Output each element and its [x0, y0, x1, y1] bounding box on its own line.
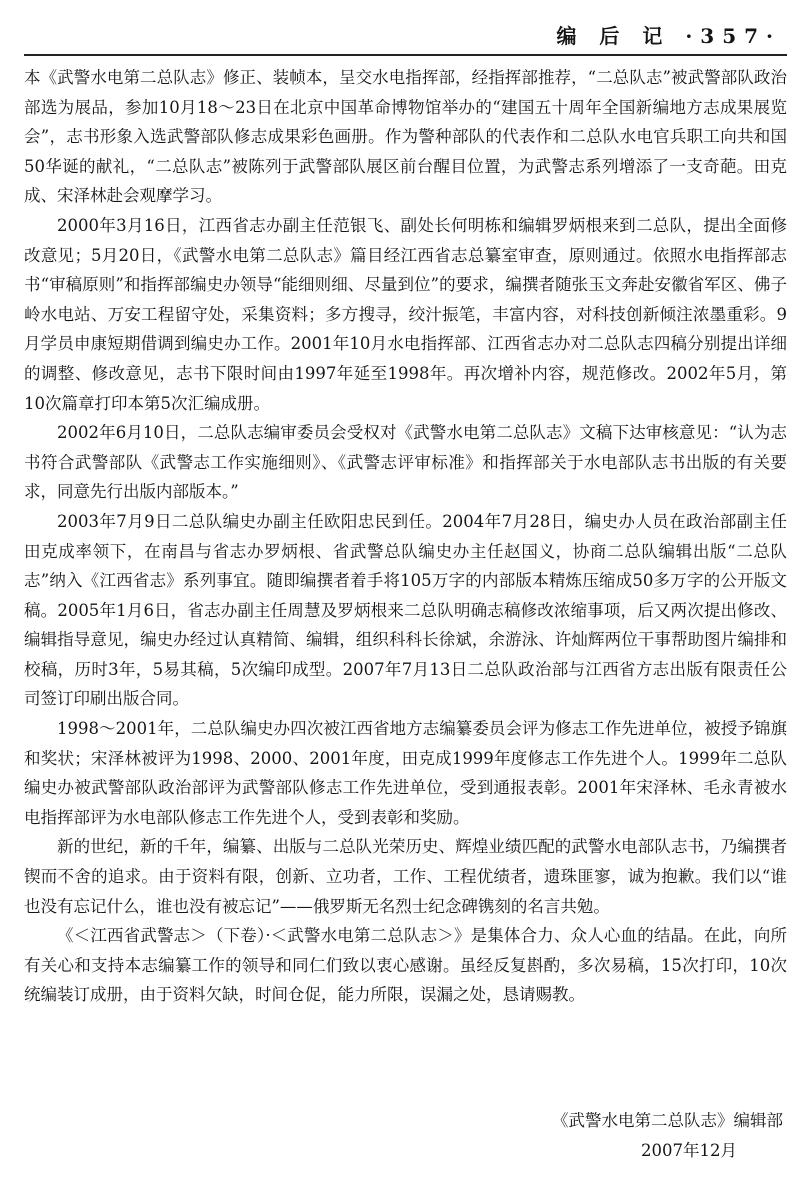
paragraph-1: 本《武警水电第二总队志》修正、装帧本，呈交水电指挥部，经指挥部推荐，“二总队志”被武警部队政治部选为展品，参加10月18～23日在北京中国革命博物馆举办的“建国五十周年全国新编地方志成果展览会”，志书形象入选武警部队修志成果彩色画册。作为警种部队的代表作和二总队水电官兵职工向共和国50华诞的献礼，“二总队志”被陈列于武警部队展区前台醒目位置，为武警志系列增添了一支奇葩。田克成、宋泽林赴会观摩学习。: [24, 68, 787, 206]
signature-date: 2007年12月: [641, 1141, 737, 1160]
paragraph-4: 2003年7月9日二总队编史办副主任欧阳忠民到任。2004年7月28日，编史办人员在政治部副主任田克成率领下，在南昌与省志办罗炳根、省武警总队编史办主任赵国义，协商二总队编辑出版“二总队志”纳入《江西省志》系列事宜。随即编撰者着手将105万字的内部版本精炼压缩成50多万字的公开版文稿。2005年1月6日，省志办副主任周慧及罗炳根来二总队明确志稿修改浓缩事项，后又两次提出修改、编辑指导意见，编史办经过认真精简、编辑，组织科科长徐斌，余游泳、许灿辉两位干事帮助图片编排和校稿，历时3年，5易其稿，5次编印成型。2007年7月13日二总队政治部与江西省方志出版有限责任公司签订印刷出版合同。: [24, 511, 787, 709]
running-header: 编 后 记 ·357·: [556, 24, 781, 48]
paragraph-7: 《＜江西省武警志＞（下卷）·＜武警水电第二总队志＞》是集体合力、众人心血的结晶。在此，向所有关心和支持本志编纂工作的领导和同仁们致以衷心感谢。虽经反复斟酌，多次易稿，15次打印，10次统编装订成册，由于资料欠缺，时间仓促，能力所限，误漏之处，恳请赐教。: [24, 926, 787, 1005]
paragraph-2: 2000年3月16日，江西省志办副主任范银飞、副处长何明栋和编辑罗炳根来到二总队，提出全面修改意见；5月20日，《武警水电第二总队志》篇目经江西省志总纂室审查，原则通过。依照水电指挥部志书“审稿原则”和指挥部编史办领导“能细则细、尽量到位”的要求，编撰者随张玉文奔赴安徽省军区、佛子岭水电站、万安工程留守处，采集资料；多方搜寻，绞汁振笔，丰富内容，对科技创新倾注浓墨重彩。9月学员申康短期借调到编史办工作。2001年10月水电指挥部、江西省志办对二总队志四稿分别提出详细的调整、修改意见，志书下限时间由1997年延至1998年。再次增补内容，规范修改。2002年5月，第10次篇章打印本第5次汇编成册。: [24, 215, 787, 413]
header-rule: [24, 54, 787, 56]
paragraph-6: 新的世纪，新的千年，编纂、出版与二总队光荣历史、辉煌业绩匹配的武警水电部队志书，乃编撰者锲而不舍的追求。由于资料有限，创新、立功者，工作、工程优绩者，遗珠匪寥，诚为抱歉。我们以“谁也没有忘记什么，谁也没有被忘记”——俄罗斯无名烈士纪念碑镌刻的名言共勉。: [24, 837, 787, 916]
signature-organization: 《武警水电第二总队志》编辑部: [552, 1111, 783, 1130]
paragraph-3: 2002年6月10日，二总队志编审委员会受权对《武警水电第二总队志》文稿下达审核意见：“认为志书符合武警部队《武警志工作实施细则》、《武警志评审标准》和指挥部关于水电部队志书出版的有关要求，同意先行出版内部版本。”: [24, 423, 787, 502]
text-body: [24, 63, 787, 1010]
paragraph-5: 1998～2001年，二总队编史办四次被江西省地方志编纂委员会评为修志工作先进单位，被授予锦旗和奖状；宋泽林被评为1998、2000、2001年度，田克成1999年度修志工作先进个人。1999年二总队编史办被武警部队政治部评为武警部队修志工作先进单位，受到通报表彰。2001年宋泽林、毛永青被水电指挥部评为水电部队修志工作先进个人，受到表彰和奖励。: [24, 719, 787, 827]
